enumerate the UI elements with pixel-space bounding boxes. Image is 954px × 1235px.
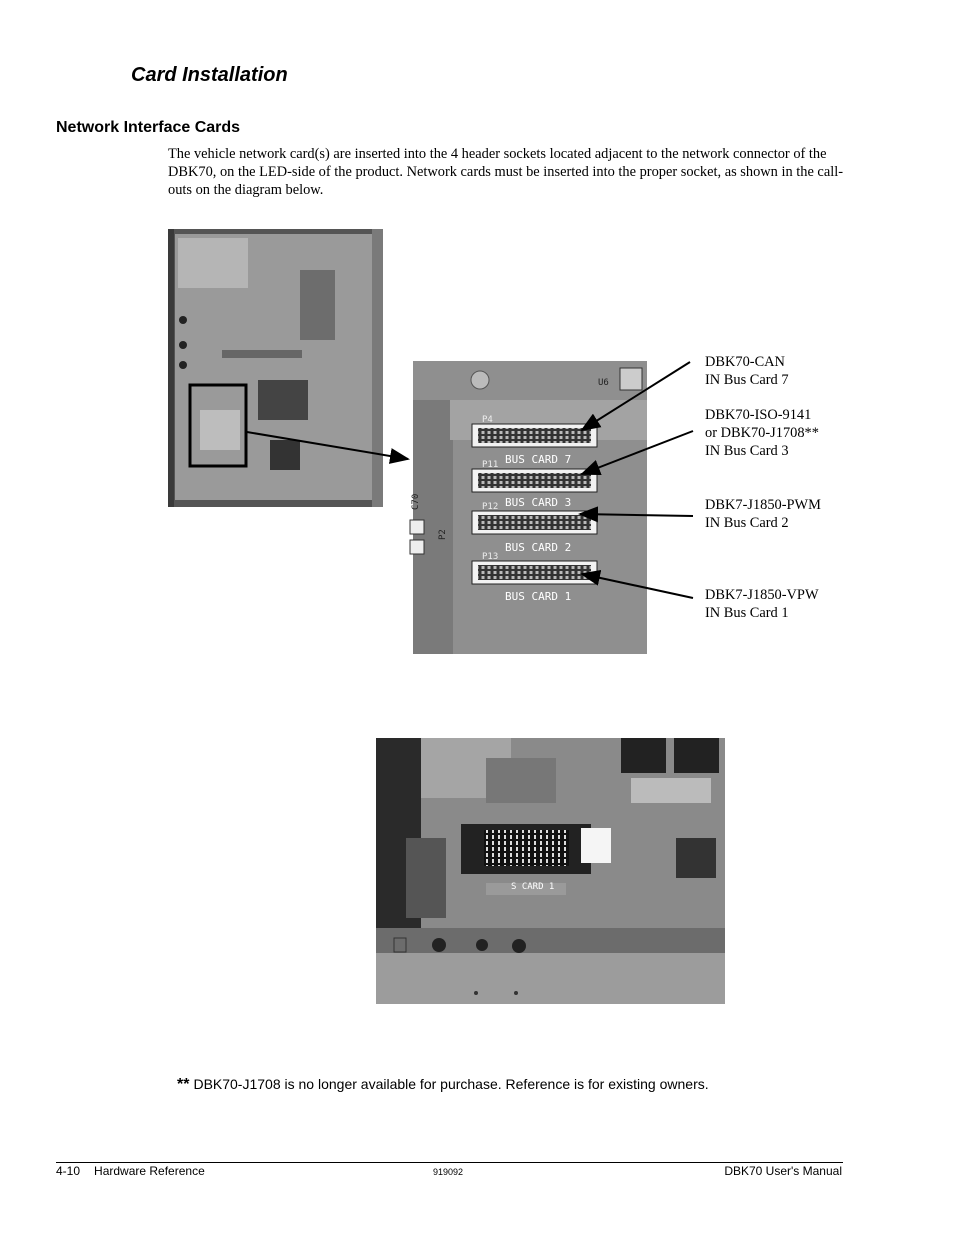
bus-card-2-label: BUS CARD 2: [505, 541, 572, 554]
p4-label: P4: [482, 415, 493, 425]
p13-label: P13: [482, 552, 499, 562]
footer-left: [56, 1164, 205, 1178]
footnote-text: DBK70-J1708 is no longer available for purchase. Reference is for existing owners.: [193, 1076, 709, 1092]
callout-iso-line2: or DBK70-J1708**: [705, 425, 819, 441]
callout-can-line1: DBK70-CAN: [705, 354, 785, 370]
p2-label: P2: [438, 529, 448, 540]
bus-card-1-label: BUS CARD 1: [505, 590, 572, 603]
footnote: [177, 1076, 709, 1094]
bus-card-3-label: BUS CARD 3: [505, 496, 572, 509]
callout-vpw-line2: IN Bus Card 1: [705, 605, 789, 621]
callout-pwm-line2: IN Bus Card 2: [705, 515, 789, 531]
subsection-title: Network Interface Cards: [56, 119, 241, 136]
callout-iso-line1: DBK70-ISO-9141: [705, 407, 812, 423]
callout-pwm: [705, 496, 821, 532]
callout-vpw: [705, 586, 819, 622]
p11-label: P11: [482, 460, 499, 470]
installed-card-photo: [376, 738, 725, 1004]
manual-title: DBK70 User's Manual: [724, 1164, 842, 1178]
callout-pwm-line1: DBK7-J1850-PWM: [705, 497, 821, 513]
section-title: Card Installation: [131, 64, 288, 86]
callout-iso-line3: IN Bus Card 3: [705, 443, 789, 459]
s-card-1-label: S CARD 1: [511, 882, 555, 892]
page-number: 4-10: [56, 1164, 81, 1178]
callout-vpw-line1: DBK7-J1850-VPW: [705, 587, 819, 603]
footnote-marker: **: [177, 1076, 190, 1093]
callout-can: [705, 353, 789, 389]
header-sockets-photo: [410, 361, 647, 654]
footer-section: Hardware Reference: [94, 1164, 205, 1178]
c70-label: C70: [411, 493, 421, 510]
intro-paragraph: The vehicle network card(s) are inserted into the 4 header sockets located adjacent to the network connector of the DBK70, on the LED-side of the product. Network cards must be inserted into the proper socket, as shown in the call-outs on the diagram below.: [168, 146, 843, 198]
p12-label: P12: [482, 502, 499, 512]
callout-iso: [705, 406, 819, 460]
board-overview-photo: [168, 229, 383, 507]
bus-card-7-label: BUS CARD 7: [505, 453, 572, 466]
footer-divider: [56, 1162, 843, 1163]
callout-can-line2: IN Bus Card 7: [705, 372, 789, 388]
u6-label: U6: [598, 378, 609, 388]
doc-number: 919092: [433, 1167, 464, 1177]
